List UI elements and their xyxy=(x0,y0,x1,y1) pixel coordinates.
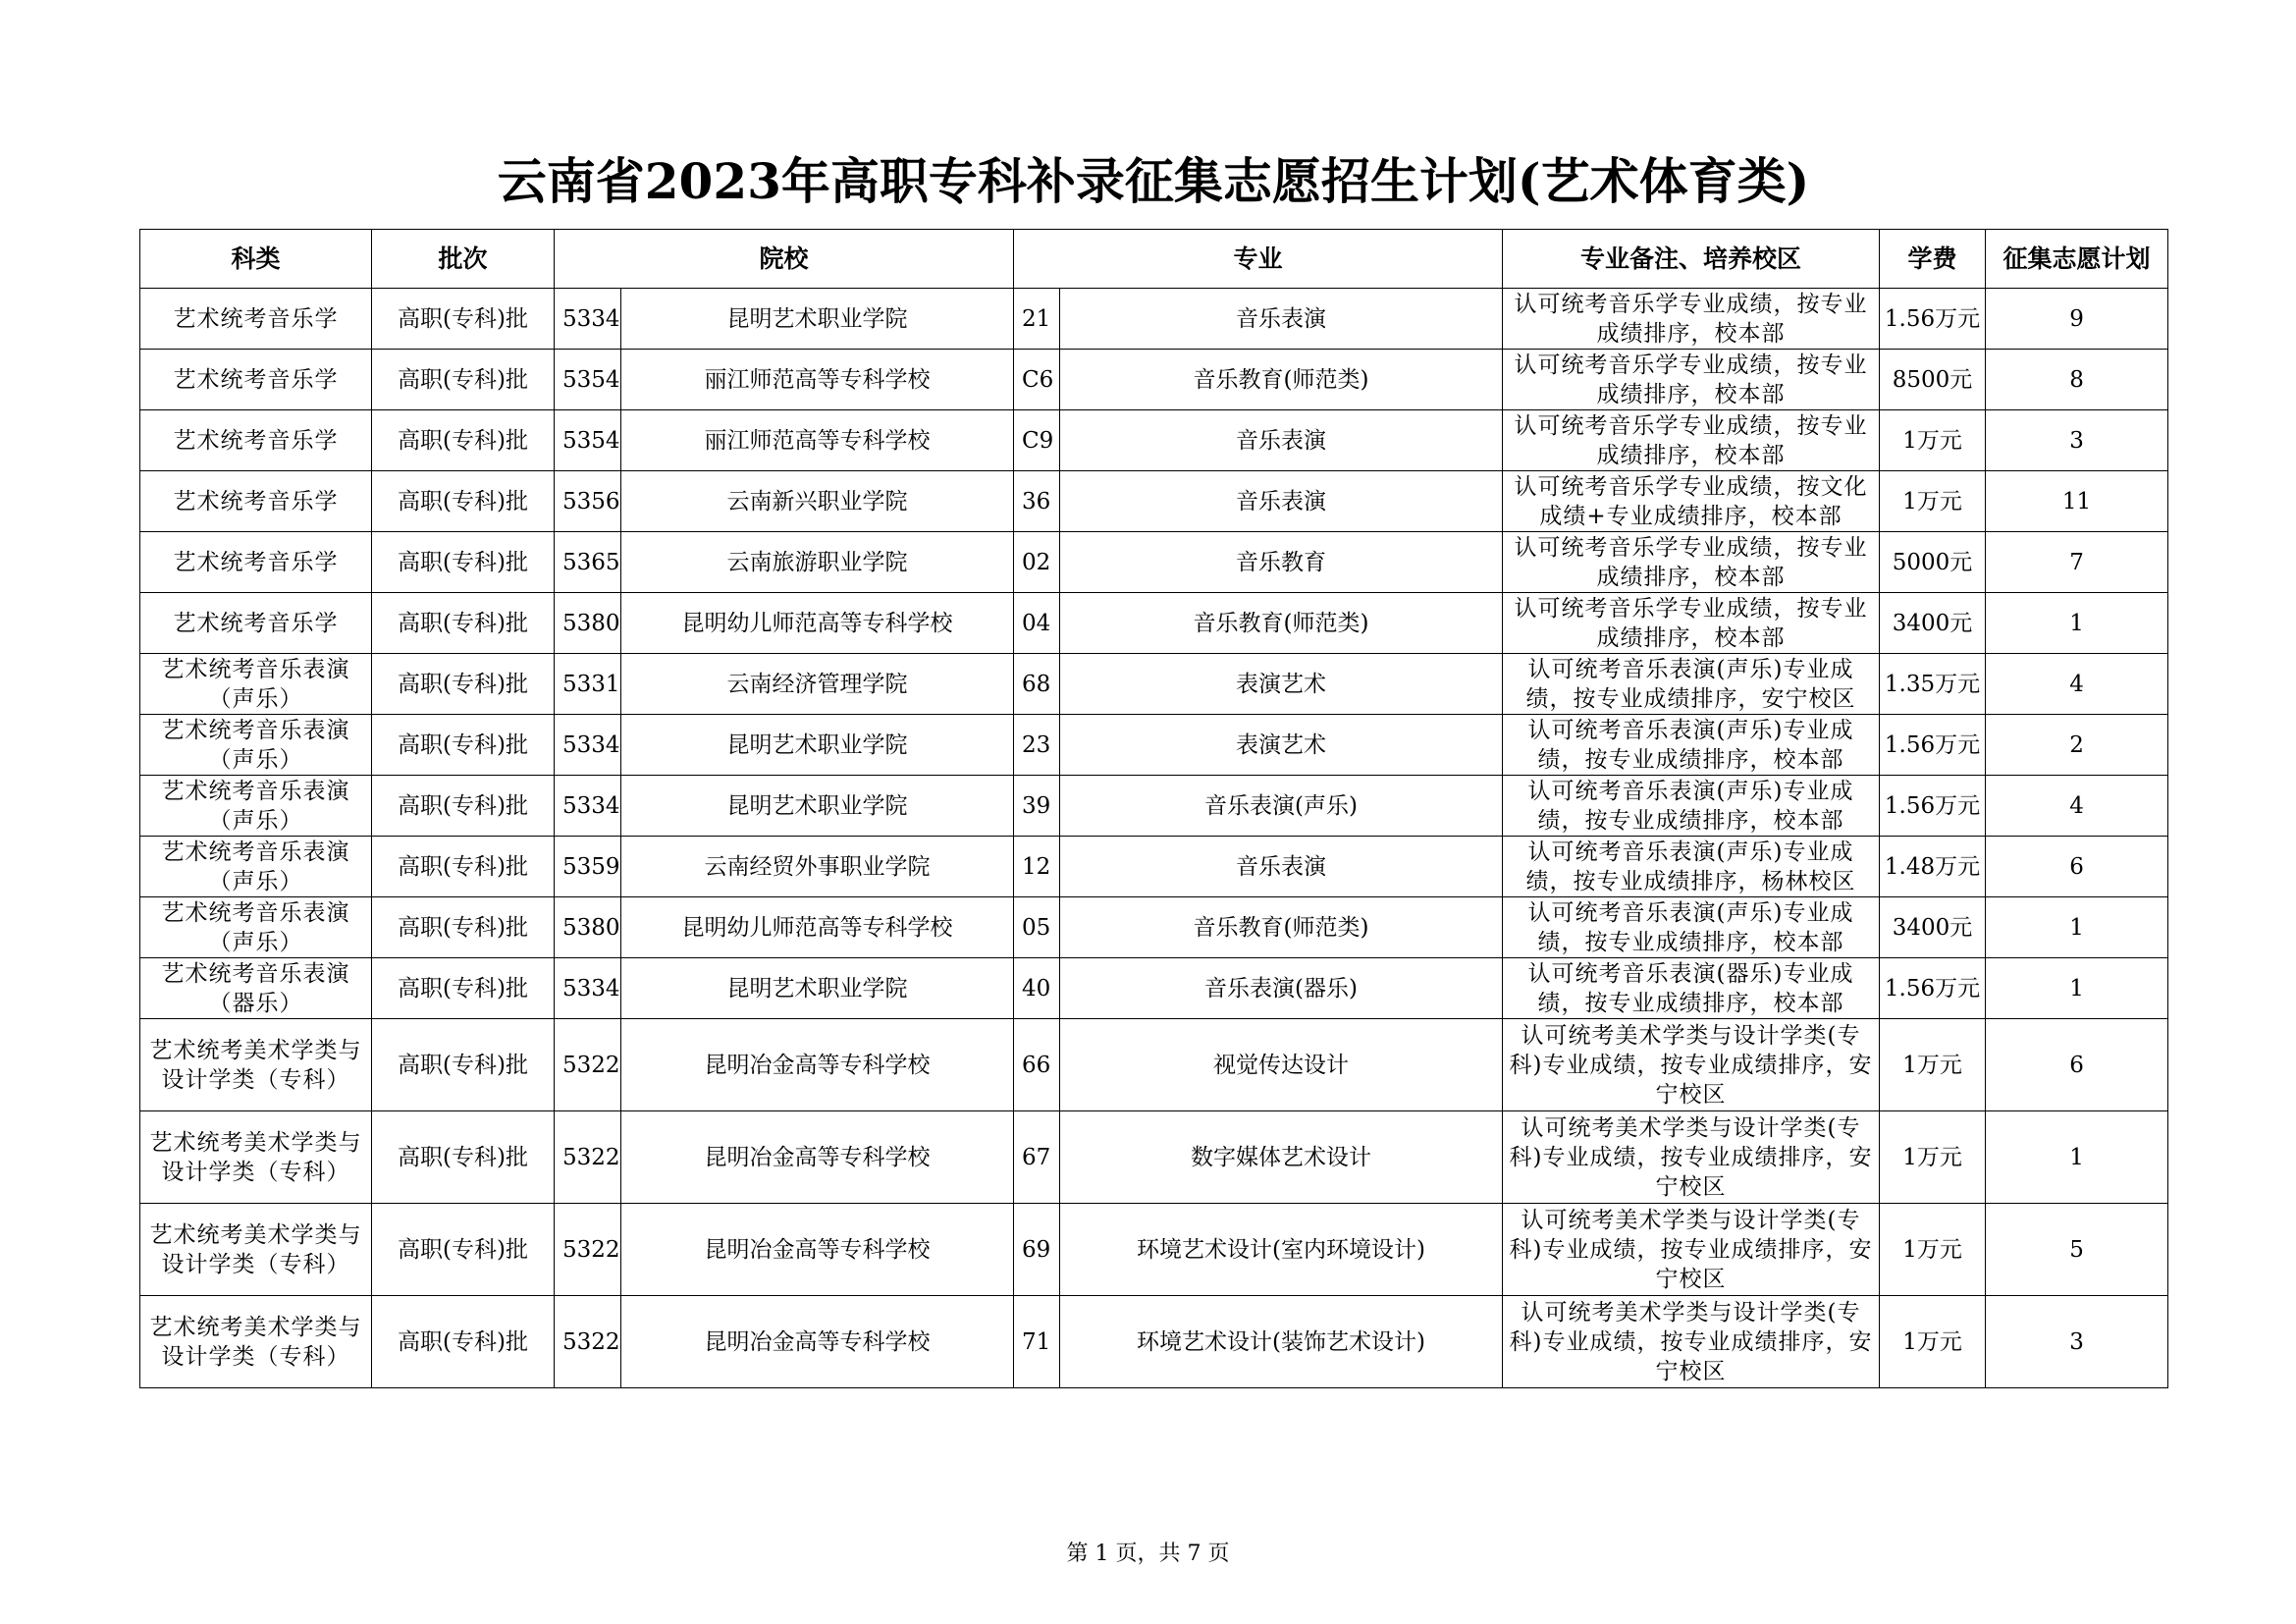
fee-cell: 1.35万元 xyxy=(1880,654,1986,715)
admission-plan-table xyxy=(139,229,2168,1388)
header-batch: 批次 xyxy=(372,230,555,289)
school-name-cell: 云南经济管理学院 xyxy=(621,654,1014,715)
batch-cell: 高职(专科)批 xyxy=(372,654,555,715)
category-cell: 艺术统考音乐表演（声乐） xyxy=(140,654,372,715)
notes-cell: 认可统考美术学类与设计学类(专科)专业成绩，按专业成绩排序，安宁校区 xyxy=(1503,1111,1880,1204)
major-name-cell: 音乐表演 xyxy=(1060,410,1503,471)
school-name-cell: 昆明艺术职业学院 xyxy=(621,289,1014,350)
notes-cell: 认可统考音乐表演(声乐)专业成绩，按专业成绩排序，杨林校区 xyxy=(1503,837,1880,897)
batch-cell: 高职(专科)批 xyxy=(372,1296,555,1388)
major-code-cell: C6 xyxy=(1014,350,1060,410)
plan-count-cell: 1 xyxy=(1986,897,2168,958)
table-header-row xyxy=(140,230,2168,289)
header-category: 科类 xyxy=(140,230,372,289)
fee-cell: 1.56万元 xyxy=(1880,289,1986,350)
table-row xyxy=(140,289,2168,350)
major-code-cell: 40 xyxy=(1014,958,1060,1019)
school-name-cell: 昆明艺术职业学院 xyxy=(621,715,1014,776)
major-name-cell: 音乐教育(师范类) xyxy=(1060,897,1503,958)
major-name-cell: 环境艺术设计(装饰艺术设计) xyxy=(1060,1296,1503,1388)
category-cell: 艺术统考美术学类与设计学类（专科） xyxy=(140,1204,372,1296)
batch-cell: 高职(专科)批 xyxy=(372,897,555,958)
fee-cell: 1万元 xyxy=(1880,471,1986,532)
plan-count-cell: 4 xyxy=(1986,654,2168,715)
page-footer: 第 1 页，共 7 页 xyxy=(1066,1542,1230,1566)
notes-cell: 认可统考音乐表演(声乐)专业成绩，按专业成绩排序，校本部 xyxy=(1503,897,1880,958)
table-row xyxy=(140,837,2168,897)
school-code-cell: 5380 xyxy=(555,593,621,654)
major-name-cell: 音乐表演(器乐) xyxy=(1060,958,1503,1019)
school-code-cell: 5354 xyxy=(555,410,621,471)
table-row xyxy=(140,654,2168,715)
batch-cell: 高职(专科)批 xyxy=(372,410,555,471)
school-code-cell: 5354 xyxy=(555,350,621,410)
notes-cell: 认可统考音乐学专业成绩，按文化成绩+专业成绩排序，校本部 xyxy=(1503,471,1880,532)
fee-cell: 1.48万元 xyxy=(1880,837,1986,897)
major-code-cell: 39 xyxy=(1014,776,1060,837)
major-name-cell: 音乐表演 xyxy=(1060,837,1503,897)
plan-count-cell: 3 xyxy=(1986,1296,2168,1388)
major-code-cell: C9 xyxy=(1014,410,1060,471)
plan-count-cell: 1 xyxy=(1986,958,2168,1019)
table-row xyxy=(140,410,2168,471)
major-code-cell: 67 xyxy=(1014,1111,1060,1204)
school-code-cell: 5334 xyxy=(555,289,621,350)
batch-cell: 高职(专科)批 xyxy=(372,776,555,837)
notes-cell: 认可统考美术学类与设计学类(专科)专业成绩，按专业成绩排序，安宁校区 xyxy=(1503,1296,1880,1388)
major-name-cell: 表演艺术 xyxy=(1060,654,1503,715)
table-row xyxy=(140,1296,2168,1388)
plan-count-cell: 11 xyxy=(1986,471,2168,532)
major-code-cell: 05 xyxy=(1014,897,1060,958)
school-name-cell: 昆明幼儿师范高等专科学校 xyxy=(621,593,1014,654)
school-name-cell: 云南新兴职业学院 xyxy=(621,471,1014,532)
category-cell: 艺术统考音乐表演（声乐） xyxy=(140,715,372,776)
school-code-cell: 5365 xyxy=(555,532,621,593)
notes-cell: 认可统考音乐表演(声乐)专业成绩，按专业成绩排序，校本部 xyxy=(1503,715,1880,776)
fee-cell: 8500元 xyxy=(1880,350,1986,410)
table-row xyxy=(140,350,2168,410)
plan-count-cell: 6 xyxy=(1986,837,2168,897)
batch-cell: 高职(专科)批 xyxy=(372,837,555,897)
school-code-cell: 5322 xyxy=(555,1111,621,1204)
school-code-cell: 5334 xyxy=(555,715,621,776)
plan-count-cell: 6 xyxy=(1986,1019,2168,1111)
category-cell: 艺术统考音乐表演（声乐） xyxy=(140,897,372,958)
school-code-cell: 5334 xyxy=(555,958,621,1019)
table-row xyxy=(140,471,2168,532)
plan-count-cell: 3 xyxy=(1986,410,2168,471)
school-code-cell: 5356 xyxy=(555,471,621,532)
major-name-cell: 视觉传达设计 xyxy=(1060,1019,1503,1111)
fee-cell: 1.56万元 xyxy=(1880,715,1986,776)
category-cell: 艺术统考音乐学 xyxy=(140,471,372,532)
fee-cell: 1.56万元 xyxy=(1880,958,1986,1019)
category-cell: 艺术统考音乐学 xyxy=(140,350,372,410)
school-name-cell: 昆明冶金高等专科学校 xyxy=(621,1296,1014,1388)
header-major: 专业 xyxy=(1014,230,1503,289)
batch-cell: 高职(专科)批 xyxy=(372,1111,555,1204)
school-code-cell: 5322 xyxy=(555,1296,621,1388)
school-name-cell: 丽江师范高等专科学校 xyxy=(621,350,1014,410)
major-code-cell: 69 xyxy=(1014,1204,1060,1296)
batch-cell: 高职(专科)批 xyxy=(372,715,555,776)
fee-cell: 1万元 xyxy=(1880,1204,1986,1296)
major-code-cell: 04 xyxy=(1014,593,1060,654)
category-cell: 艺术统考音乐表演（器乐） xyxy=(140,958,372,1019)
table-row xyxy=(140,1204,2168,1296)
header-notes: 专业备注、培养校区 xyxy=(1503,230,1880,289)
major-code-cell: 36 xyxy=(1014,471,1060,532)
category-cell: 艺术统考音乐表演（声乐） xyxy=(140,776,372,837)
major-name-cell: 音乐表演(声乐) xyxy=(1060,776,1503,837)
school-name-cell: 昆明幼儿师范高等专科学校 xyxy=(621,897,1014,958)
plan-count-cell: 1 xyxy=(1986,1111,2168,1204)
batch-cell: 高职(专科)批 xyxy=(372,471,555,532)
notes-cell: 认可统考音乐表演(声乐)专业成绩，按专业成绩排序，安宁校区 xyxy=(1503,654,1880,715)
header-school: 院校 xyxy=(555,230,1014,289)
major-code-cell: 68 xyxy=(1014,654,1060,715)
plan-count-cell: 8 xyxy=(1986,350,2168,410)
major-name-cell: 音乐表演 xyxy=(1060,289,1503,350)
table-row xyxy=(140,1019,2168,1111)
notes-cell: 认可统考音乐学专业成绩，按专业成绩排序，校本部 xyxy=(1503,350,1880,410)
notes-cell: 认可统考音乐学专业成绩，按专业成绩排序，校本部 xyxy=(1503,532,1880,593)
table-row xyxy=(140,958,2168,1019)
major-code-cell: 66 xyxy=(1014,1019,1060,1111)
school-name-cell: 昆明艺术职业学院 xyxy=(621,776,1014,837)
major-code-cell: 21 xyxy=(1014,289,1060,350)
major-code-cell: 12 xyxy=(1014,837,1060,897)
header-plan: 征集志愿计划 xyxy=(1986,230,2168,289)
table-row xyxy=(140,532,2168,593)
school-name-cell: 昆明冶金高等专科学校 xyxy=(621,1019,1014,1111)
notes-cell: 认可统考音乐学专业成绩，按专业成绩排序，校本部 xyxy=(1503,289,1880,350)
school-code-cell: 5322 xyxy=(555,1019,621,1111)
notes-cell: 认可统考音乐学专业成绩，按专业成绩排序，校本部 xyxy=(1503,593,1880,654)
fee-cell: 3400元 xyxy=(1880,593,1986,654)
major-code-cell: 23 xyxy=(1014,715,1060,776)
school-name-cell: 云南旅游职业学院 xyxy=(621,532,1014,593)
notes-cell: 认可统考音乐表演(器乐)专业成绩，按专业成绩排序，校本部 xyxy=(1503,958,1880,1019)
plan-count-cell: 5 xyxy=(1986,1204,2168,1296)
category-cell: 艺术统考美术学类与设计学类（专科） xyxy=(140,1111,372,1204)
plan-count-cell: 9 xyxy=(1986,289,2168,350)
major-name-cell: 音乐教育 xyxy=(1060,532,1503,593)
notes-cell: 认可统考美术学类与设计学类(专科)专业成绩，按专业成绩排序，安宁校区 xyxy=(1503,1019,1880,1111)
school-name-cell: 云南经贸外事职业学院 xyxy=(621,837,1014,897)
batch-cell: 高职(专科)批 xyxy=(372,593,555,654)
fee-cell: 5000元 xyxy=(1880,532,1986,593)
category-cell: 艺术统考美术学类与设计学类（专科） xyxy=(140,1296,372,1388)
major-name-cell: 环境艺术设计(室内环境设计) xyxy=(1060,1204,1503,1296)
table-row xyxy=(140,593,2168,654)
header-fee: 学费 xyxy=(1880,230,1986,289)
school-code-cell: 5334 xyxy=(555,776,621,837)
table-row xyxy=(140,776,2168,837)
notes-cell: 认可统考音乐表演(声乐)专业成绩，按专业成绩排序，校本部 xyxy=(1503,776,1880,837)
plan-count-cell: 7 xyxy=(1986,532,2168,593)
category-cell: 艺术统考音乐学 xyxy=(140,289,372,350)
notes-cell: 认可统考音乐学专业成绩，按专业成绩排序，校本部 xyxy=(1503,410,1880,471)
page-title: 云南省2023年高职专科补录征集志愿招生计划(艺术体育类) xyxy=(497,152,1810,210)
category-cell: 艺术统考音乐学 xyxy=(140,593,372,654)
major-code-cell: 71 xyxy=(1014,1296,1060,1388)
batch-cell: 高职(专科)批 xyxy=(372,1019,555,1111)
batch-cell: 高职(专科)批 xyxy=(372,532,555,593)
school-code-cell: 5331 xyxy=(555,654,621,715)
fee-cell: 1万元 xyxy=(1880,1111,1986,1204)
major-name-cell: 音乐教育(师范类) xyxy=(1060,350,1503,410)
school-name-cell: 丽江师范高等专科学校 xyxy=(621,410,1014,471)
plan-count-cell: 4 xyxy=(1986,776,2168,837)
major-code-cell: 02 xyxy=(1014,532,1060,593)
school-name-cell: 昆明冶金高等专科学校 xyxy=(621,1204,1014,1296)
fee-cell: 1万元 xyxy=(1880,1296,1986,1388)
category-cell: 艺术统考音乐表演（声乐） xyxy=(140,837,372,897)
school-code-cell: 5380 xyxy=(555,897,621,958)
major-name-cell: 音乐教育(师范类) xyxy=(1060,593,1503,654)
fee-cell: 1.56万元 xyxy=(1880,776,1986,837)
major-name-cell: 表演艺术 xyxy=(1060,715,1503,776)
category-cell: 艺术统考音乐学 xyxy=(140,532,372,593)
school-code-cell: 5322 xyxy=(555,1204,621,1296)
plan-count-cell: 1 xyxy=(1986,593,2168,654)
table-row xyxy=(140,1111,2168,1204)
fee-cell: 3400元 xyxy=(1880,897,1986,958)
school-code-cell: 5359 xyxy=(555,837,621,897)
major-name-cell: 数字媒体艺术设计 xyxy=(1060,1111,1503,1204)
category-cell: 艺术统考音乐学 xyxy=(140,410,372,471)
notes-cell: 认可统考美术学类与设计学类(专科)专业成绩，按专业成绩排序，安宁校区 xyxy=(1503,1204,1880,1296)
fee-cell: 1万元 xyxy=(1880,1019,1986,1111)
batch-cell: 高职(专科)批 xyxy=(372,958,555,1019)
fee-cell: 1万元 xyxy=(1880,410,1986,471)
school-name-cell: 昆明艺术职业学院 xyxy=(621,958,1014,1019)
school-name-cell: 昆明冶金高等专科学校 xyxy=(621,1111,1014,1204)
category-cell: 艺术统考美术学类与设计学类（专科） xyxy=(140,1019,372,1111)
table-row xyxy=(140,715,2168,776)
batch-cell: 高职(专科)批 xyxy=(372,289,555,350)
table-row xyxy=(140,897,2168,958)
major-name-cell: 音乐表演 xyxy=(1060,471,1503,532)
table-body xyxy=(140,289,2168,1388)
batch-cell: 高职(专科)批 xyxy=(372,350,555,410)
plan-count-cell: 2 xyxy=(1986,715,2168,776)
batch-cell: 高职(专科)批 xyxy=(372,1204,555,1296)
